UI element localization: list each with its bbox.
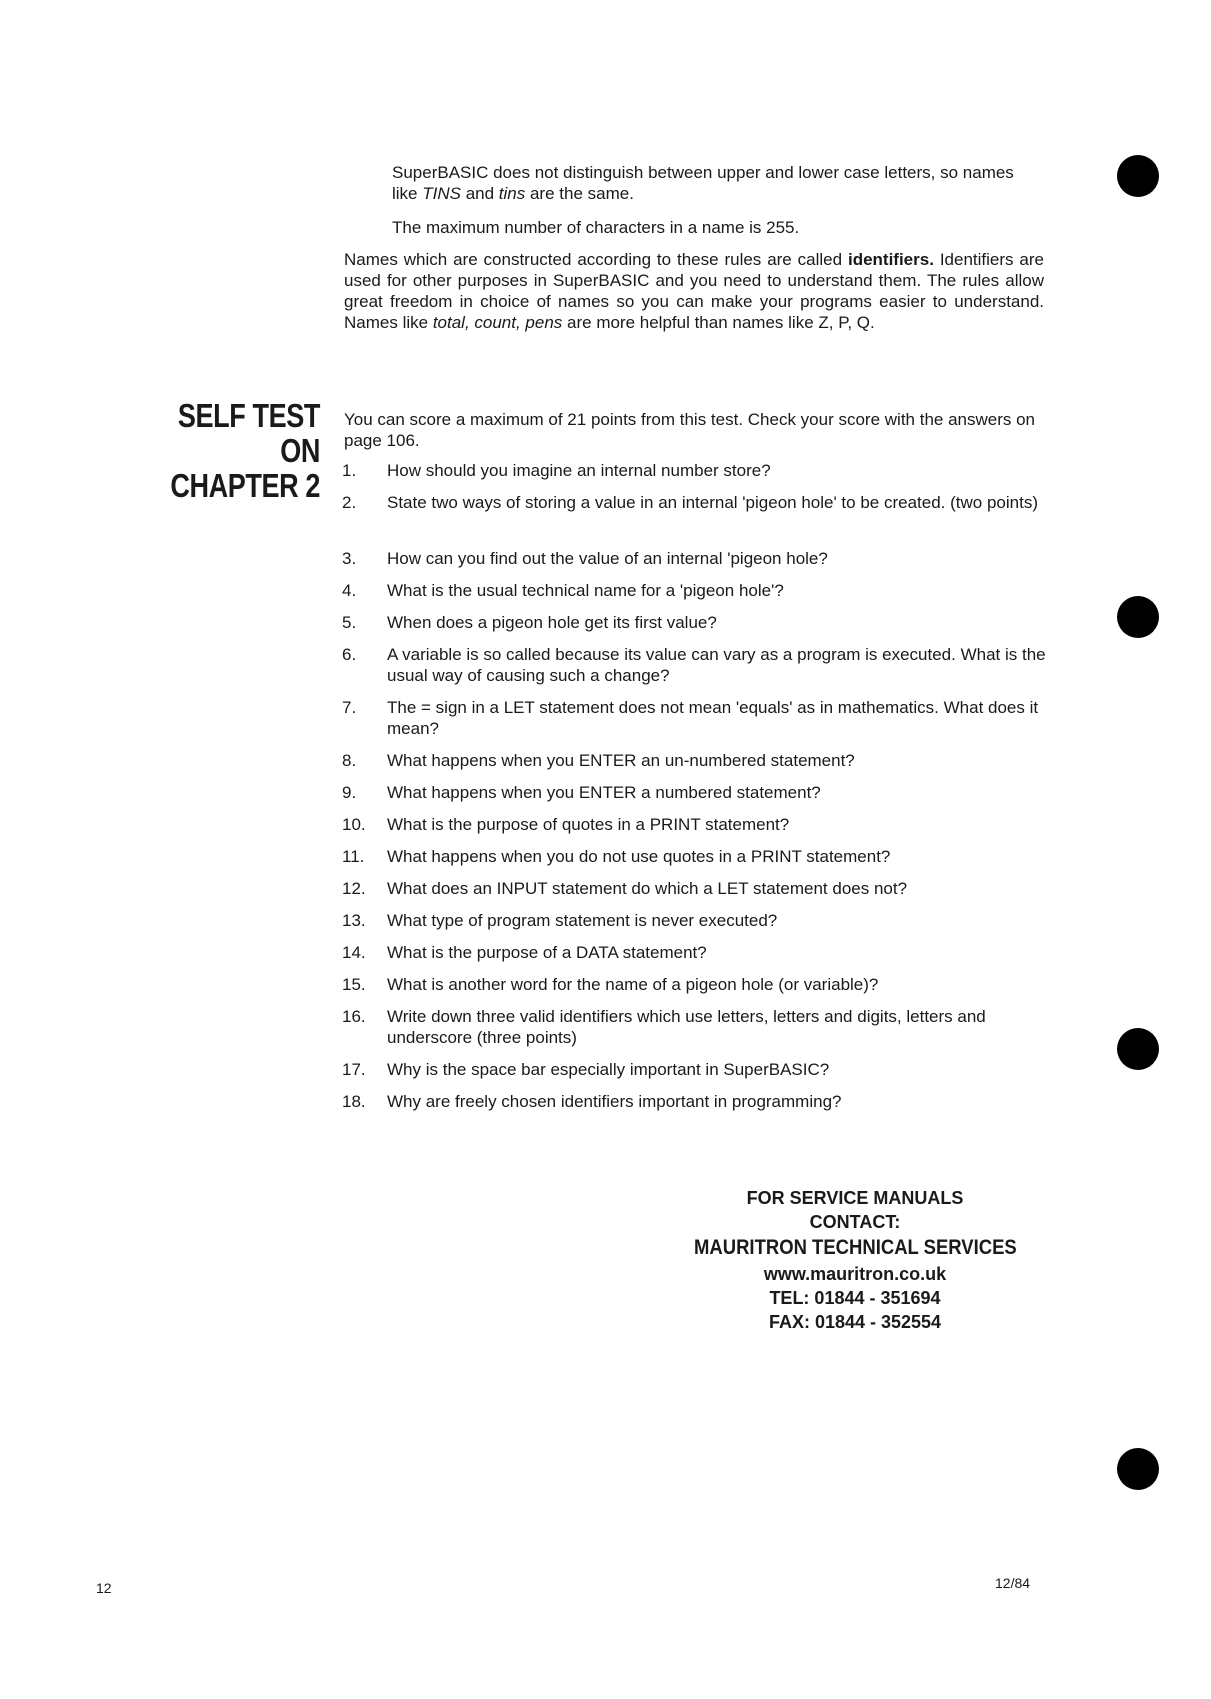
question-item (342, 1059, 1048, 1080)
question-item (342, 492, 1048, 513)
question-item (342, 548, 1048, 569)
question-text: The = sign in a LET statement does not mean 'equals' as in mathematics. What does it mean? (387, 698, 1039, 738)
question-text: What happens when you do not use quotes in a PRINT statement? (387, 847, 891, 866)
punch-hole-icon (1117, 155, 1159, 197)
question-number: 17. (342, 1060, 366, 1079)
question-text: How should you imagine an internal number store? (387, 461, 771, 480)
question-item (342, 1091, 1048, 1112)
service-fax: FAX: 01844 - 352554 (768, 1312, 942, 1332)
question-text: When does a pigeon hole get its first value? (387, 613, 717, 632)
question-number: 2. (342, 493, 357, 512)
service-line-2: CONTACT: (809, 1212, 901, 1232)
question-text: What is another word for the name of a pigeon hole (or variable)? (387, 975, 879, 994)
question-number: 4. (342, 581, 357, 600)
intro-text: are the same. (525, 184, 634, 203)
question-item (342, 750, 1048, 771)
question-item (342, 942, 1048, 963)
intro-paragraph-max-length: The maximum number of characters in a name is 255. (392, 218, 800, 237)
question-item (342, 697, 1048, 739)
intro-emphasis: total, count, pens (432, 313, 563, 332)
question-number: 5. (342, 613, 357, 632)
question-number: 10. (342, 815, 366, 834)
intro-text: are more helpful than names like Z, P, Q. (562, 313, 875, 332)
punch-hole-icon (1117, 1028, 1159, 1070)
question-text: A variable is so called because its value can vary as a program is executed. What is the usual way of causing such a change? (387, 645, 1046, 685)
question-text: What is the purpose of quotes in a PRINT statement? (387, 815, 790, 834)
punch-hole-icon (1117, 596, 1159, 638)
question-text: What happens when you ENTER a numbered statement? (387, 783, 821, 802)
question-number: 8. (342, 751, 357, 770)
intro-emphasis: TINS (422, 184, 461, 203)
intro-text: Names which are constructed according to these rules are called (344, 250, 848, 269)
punch-hole-icon (1117, 1448, 1159, 1490)
service-company: MAURITRON TECHNICAL SERVICES (693, 1236, 1017, 1259)
question-item (342, 974, 1048, 995)
question-item (342, 460, 1048, 481)
question-text: What is the usual technical name for a 'pigeon hole'? (387, 581, 784, 600)
question-number: 16. (342, 1007, 366, 1026)
question-number: 12. (342, 879, 366, 898)
question-item (342, 782, 1048, 803)
intro-paragraph-identifiers (344, 249, 1044, 333)
question-number: 7. (342, 698, 357, 717)
intro-text: Identifiers are used for other purposes in SuperBASIC and you need to understand them. The rules allow great freedom in choice of names so you can make your programs easier to understand. Names like (344, 250, 1044, 332)
print-date: 12/84 (995, 1575, 1031, 1591)
question-text: What does an INPUT statement do which a LET statement does not? (387, 879, 908, 898)
section-heading (156, 398, 320, 503)
identifiers-term: identifiers. (847, 250, 934, 269)
service-contact-block (670, 1186, 1040, 1334)
heading-line-2: CHAPTER 2 (170, 467, 320, 504)
service-phone: TEL: 01844 - 351694 (769, 1288, 941, 1308)
question-item (342, 846, 1048, 867)
question-text: What type of program statement is never executed? (387, 911, 778, 930)
question-text: Why is the space bar especially important in SuperBASIC? (387, 1060, 830, 1079)
service-line-1: FOR SERVICE MANUALS (746, 1188, 964, 1208)
question-item (342, 878, 1048, 899)
question-number: 3. (342, 549, 357, 568)
page-number: 12 (96, 1580, 112, 1596)
intro-text: and (460, 184, 499, 203)
intro-paragraph-case (392, 162, 1042, 204)
question-text: How can you find out the value of an internal 'pigeon hole? (387, 549, 828, 568)
question-item (342, 612, 1048, 633)
question-number: 15. (342, 975, 366, 994)
question-item (342, 814, 1048, 835)
question-number: 9. (342, 783, 357, 802)
question-number: 6. (342, 645, 357, 664)
service-website: www.mauritron.co.uk (763, 1264, 947, 1284)
question-text: Why are freely chosen identifiers important in programming? (387, 1092, 842, 1111)
question-text: State two ways of storing a value in an internal 'pigeon hole' to be created. (two points) (387, 493, 1038, 512)
question-item (342, 644, 1048, 686)
heading-line-1: SELF TEST ON (177, 397, 320, 469)
self-test-intro: You can score a maximum of 21 points from this test. Check your score with the answers on page 106. (344, 410, 1036, 450)
intro-emphasis: tins (498, 184, 526, 203)
question-text: What happens when you ENTER an un-numbered statement? (387, 751, 855, 770)
question-item (342, 910, 1048, 931)
intro-text: SuperBASIC does not distinguish between upper and lower case letters, so names like (392, 163, 1014, 203)
question-item (342, 1006, 1048, 1048)
question-number: 11. (342, 847, 365, 866)
question-number: 18. (342, 1092, 366, 1111)
question-item (342, 580, 1048, 601)
question-number: 13. (342, 911, 366, 930)
question-text: What is the purpose of a DATA statement? (387, 943, 707, 962)
question-text: Write down three valid identifiers which use letters, letters and digits, letters and underscore (three points) (387, 1007, 986, 1047)
question-number: 1. (342, 461, 357, 480)
question-number: 14. (342, 943, 366, 962)
